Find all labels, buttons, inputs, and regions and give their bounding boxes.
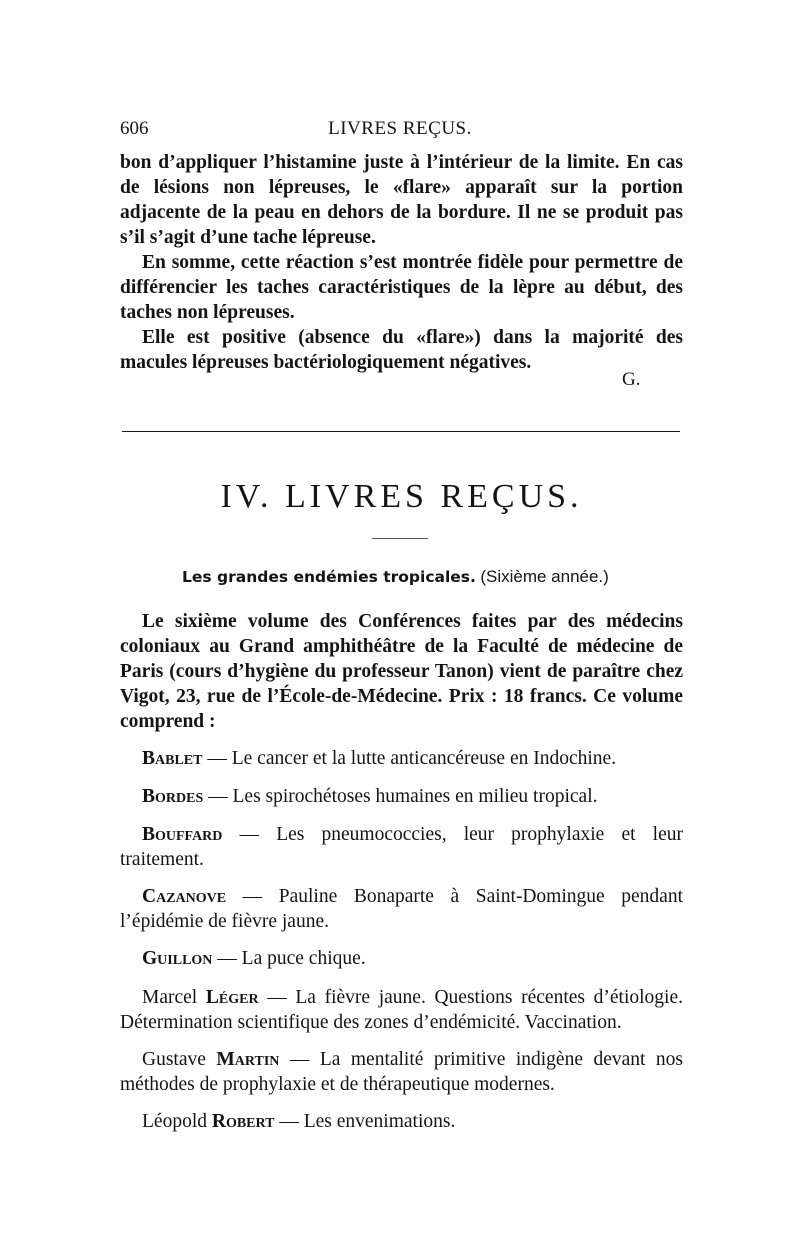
previous-article-text bbox=[120, 150, 683, 375]
author-first-name: Léopold bbox=[142, 1111, 212, 1132]
page-number: 606 bbox=[120, 118, 149, 139]
author-name: Martin bbox=[216, 1049, 280, 1070]
section-title: IV. LIVRES REÇUS. bbox=[220, 478, 583, 515]
paragraph-2: En somme, cette réaction s’est montrée fidèle pour permettre de différencier les taches caractéristiques de la lèpre au début, des taches non lépreuses. bbox=[120, 252, 683, 323]
contents-entry bbox=[120, 1109, 683, 1134]
paragraph-3: Elle est positive (absence du «flare») dans la majorité des macules lépreuses bactériologiquement négatives. bbox=[120, 327, 683, 373]
contents-entry bbox=[120, 746, 683, 771]
contents-entry bbox=[120, 1047, 683, 1097]
entry-title: — La puce chique. bbox=[212, 948, 366, 969]
author-name: Robert bbox=[211, 1111, 275, 1132]
author-name: Léger bbox=[205, 987, 259, 1008]
entry-title: — Les spirochétoses humaines en milieu tropical. bbox=[203, 786, 598, 807]
title-ornament bbox=[372, 538, 428, 539]
contents-entry bbox=[120, 784, 683, 809]
section-divider bbox=[122, 431, 680, 432]
contents-entry bbox=[120, 822, 683, 872]
review-title bbox=[182, 566, 662, 587]
paragraph-1: bon d’appliquer l’histamine juste à l’intérieur de la limite. En cas de lésions non lépreuses, le «flare» apparaît sur la portion adjacente de la peau en dehors de la bordure. Il ne se produit pas s’il s’agit d’une tache lépreuse. bbox=[120, 152, 683, 248]
author-name: Guillon bbox=[142, 948, 213, 969]
entry-title: — Les envenimations. bbox=[274, 1111, 456, 1132]
entry-title: — Pauline Bonaparte à Saint-Domingue pendant l’épidémie de fièvre jaune. bbox=[120, 886, 683, 932]
entry-title: — La mentalité primitive indigène devant nos méthodes de prophylaxie et de thérapeutique modernes. bbox=[120, 1049, 683, 1095]
entry-title: — Les pneumococcies, leur prophylaxie et leur traitement. bbox=[120, 824, 683, 870]
running-title: LIVRES REÇUS. bbox=[328, 118, 472, 139]
intro-paragraph: Le sixième volume des Conférences faites par des médecins coloniaux au Grand amphithéâtre de la Faculté de médecine de Paris (cours d’hygiène du professeur Tanon) vient de paraître chez Vigot, 23, rue de l’École-de-Médecine. Prix : 18 francs. Ce volume comprend : bbox=[120, 611, 683, 732]
author-name: Bouffard bbox=[142, 824, 223, 845]
author-name: Bablet bbox=[142, 748, 203, 769]
review-title-rest: (Sixième année.) bbox=[480, 567, 609, 586]
page-header bbox=[120, 118, 680, 142]
entry-title: — La fièvre jaune. Questions récentes d’étiologie. Détermination scientifique des zones d’endémicité. Vaccination. bbox=[120, 987, 683, 1033]
author-first-name: Gustave bbox=[142, 1049, 217, 1070]
author-name: Bordes bbox=[142, 786, 204, 807]
entry-title: — Le cancer et la lutte anticancéreuse en Indochine. bbox=[202, 748, 617, 769]
review-title-bold: Les grandes endémies tropicales. bbox=[182, 568, 476, 586]
author-first-name: Marcel bbox=[142, 987, 206, 1008]
author-signature: G. bbox=[622, 369, 641, 390]
contents-entry bbox=[120, 946, 683, 971]
author-name: Cazanove bbox=[142, 886, 227, 907]
contents-entry bbox=[120, 884, 683, 934]
contents-entry bbox=[120, 985, 683, 1035]
review-intro bbox=[120, 609, 683, 734]
